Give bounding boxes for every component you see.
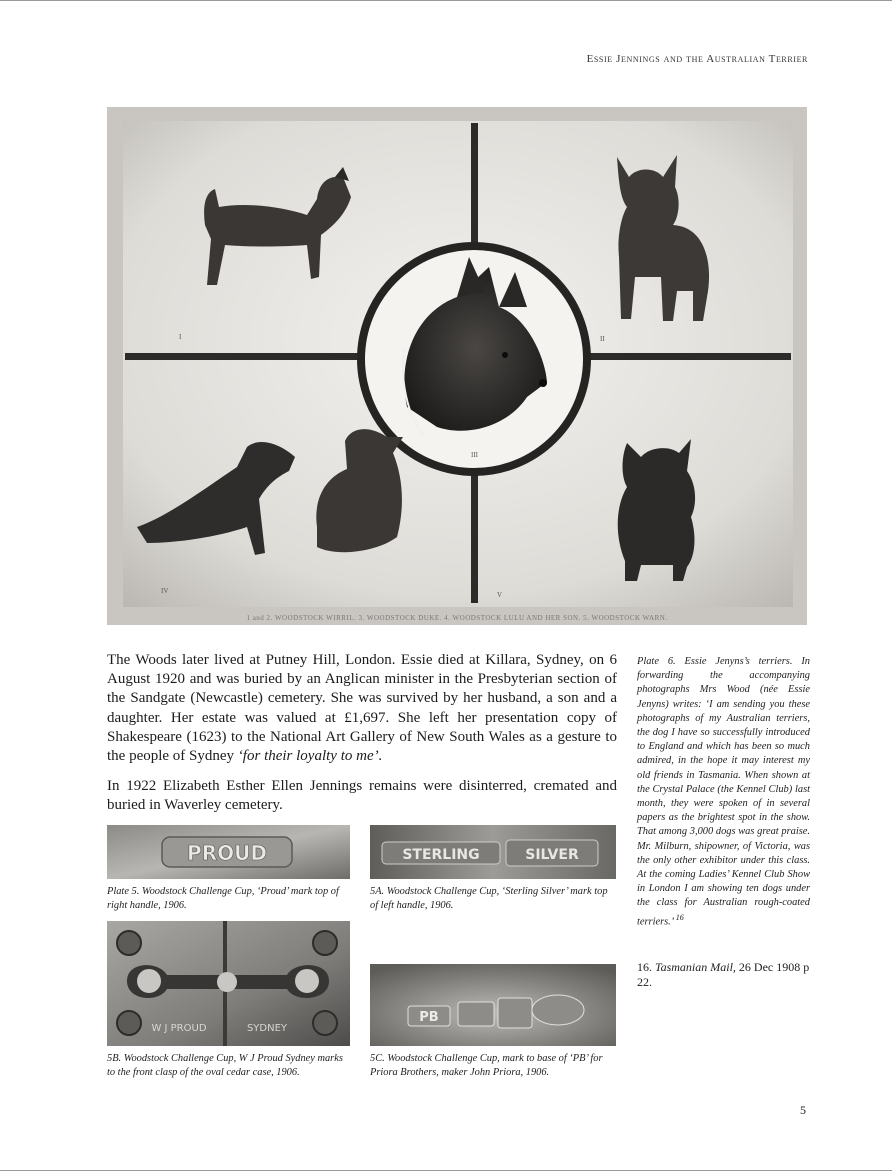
sterling-silver-mark-photo (370, 825, 616, 879)
terrier-photo-plate (107, 107, 807, 625)
pb-mark-photo (370, 964, 616, 1046)
plate6-caption (637, 655, 810, 929)
footnote-16 (637, 960, 813, 990)
footnote-reference: 16 (675, 912, 684, 922)
footnote-source: Tasmanian Mail, (655, 960, 736, 974)
panel-number-2: II (600, 335, 605, 343)
proud-mark-photo (107, 825, 350, 879)
page-top-edge (0, 0, 892, 1)
body-paragraph-1 (107, 651, 617, 766)
footnote-detail: 26 Dec 1908 p 22. (637, 960, 810, 989)
sterling-stamp-text: STERLING (402, 847, 480, 863)
page-bottom-edge (0, 1170, 892, 1171)
page-number: 5 (800, 1103, 806, 1117)
plate5c-caption: 5C. Woodstock Challenge Cup, mark to base of ‘PB’ for Priora Brothers, maker John Priora, 1906. (370, 1053, 603, 1078)
case-clasp-photo (107, 921, 350, 1046)
plate5b-caption: 5B. Woodstock Challenge Cup, W J Proud Sydney marks to the front clasp of the oval cedar case, 1906. (107, 1053, 343, 1078)
proud-stamp-text: PROUD (187, 841, 267, 865)
dog-figure-5 (618, 439, 695, 581)
plate5a-caption: 5A. Woodstock Challenge Cup, ‘Sterling Silver’ mark top of left handle, 1906. (370, 886, 608, 911)
silver-stamp-text: SILVER (525, 847, 579, 863)
panel-number-5: V (497, 591, 503, 599)
panel-number-1: I (179, 333, 182, 341)
sydney-stamp-text: SYDNEY (246, 1023, 288, 1034)
body-paragraph-1-text: The Woods later lived at Putney Hill, London. Essie died at Killara, Sydney, on 6 August 1920 and was buried by an Anglican minister in the Presbyterian section of the Sandgate (Newcastle) cemetery. She was survived by her husband, a son and a daughter. Her estate was valued at £1,697. She left her presentation copy of Shakespeare (1623) to the National Art Gallery of New South Wales as a gesture to the people of Sydney (107, 652, 617, 765)
panel-number-4: IV (161, 587, 169, 595)
plate5-caption: Plate 5. Woodstock Challenge Cup, ‘Proud’ mark top of right handle, 1906. (107, 886, 339, 911)
plate-photo-caption: 1 and 2. WOODSTOCK WIRRIL. 3. WOODSTOCK DUKE. 4. WOODSTOCK LULU AND HER SON. 5. WOODSTOCK WARN. (246, 614, 668, 622)
footnote-number: 16. (637, 960, 652, 974)
panel-number-3: III (471, 451, 478, 459)
loyalty-quote: ‘for their loyalty to me’. (237, 748, 383, 765)
running-header: Essie Jennings and the Australian Terrier (586, 53, 808, 65)
plate6-caption-text: Plate 6. Essie Jenyns’s terriers. In forwarding the accompanying photographs Mrs Wood (née Essie Jenyns) writes: ‘I am sending you these photographs of my Australian terriers, the dog I have so successfully introduced to England and which has been so much admired, in the hope it may interest my old friends in Tasmania. When shown at the Crystal Palace (the Kennel Club) last month, they were spoken of in several papers as the brightest spot in the show. That among 3,000 dogs was great praise. Mr. Milburn, shipowner, of Victoria, was the only other exhibitor under this class. At the coming Ladies’ Kennel Club Show in London I am showing ten dogs under the class for Australian rough-coated terriers.’ (637, 656, 810, 928)
pb-stamp-text: PB (419, 1010, 439, 1025)
body-paragraph-2: In 1922 Elizabeth Esther Ellen Jennings remains were disinterred, cremated and buried in Waverley cemetery. (107, 778, 617, 814)
wj-proud-stamp-text: W J PROUD (151, 1023, 207, 1034)
